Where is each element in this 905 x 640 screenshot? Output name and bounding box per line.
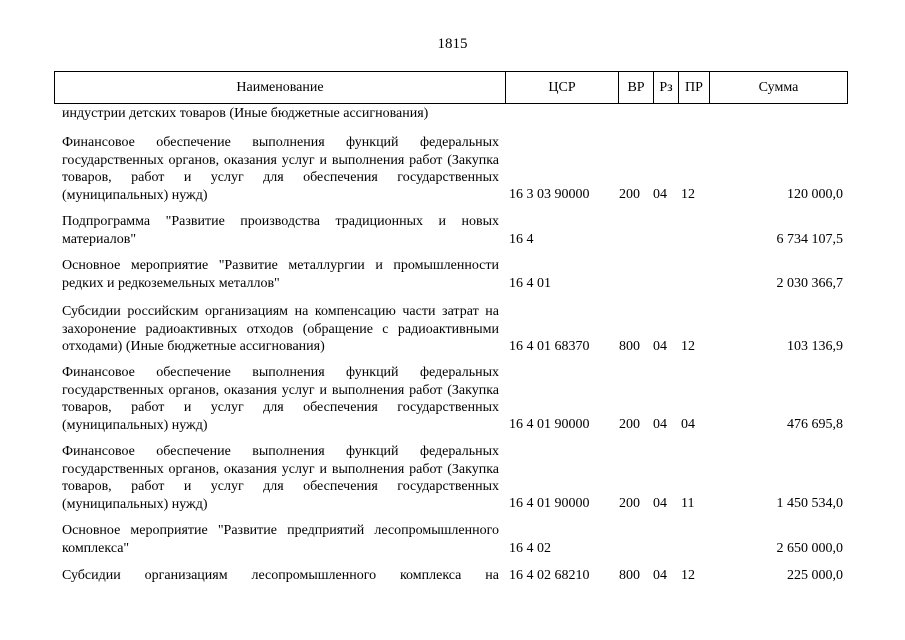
row-name: индустрии детских товаров (Иные бюджетные ассигнования): [62, 106, 429, 121]
row-sum: 1 450 534,0: [776, 496, 843, 511]
header-name: Наименование: [55, 72, 506, 103]
header-vr: ВР: [619, 72, 654, 103]
row-csr: 16 4 02 68210: [509, 568, 590, 583]
row-pr: 12: [681, 568, 695, 583]
header-pr: ПР: [679, 72, 710, 103]
row-csr: 16 4 01 68370: [509, 339, 590, 354]
table-row: [0, 257, 905, 292]
row-csr: 16 4 01 90000: [509, 417, 590, 432]
table-row: [0, 134, 905, 204]
row-vr: 200: [619, 187, 640, 202]
row-name: Финансовое обеспечение выполнения функций федеральных государственных органов, оказания услуг и выполнения работ (Закупка товаров, работ и услуг для обеспечения государственных (муниципальных) нужд): [62, 365, 499, 433]
row-csr: 16 4: [509, 232, 534, 247]
header-sum: Сумма: [758, 80, 799, 95]
table-row: [0, 522, 905, 557]
row-name: Основное мероприятие "Развитие металлургии и промышленности редких и редкоземельных металлов": [62, 258, 499, 291]
row-vr: 800: [619, 339, 640, 354]
table-row: [0, 443, 905, 513]
header-csr: ЦСР: [506, 72, 619, 103]
table-row: [0, 213, 905, 248]
row-rz: 04: [653, 187, 667, 202]
row-sum: 120 000,0: [787, 187, 843, 202]
table-header: [54, 71, 848, 104]
row-sum: 476 695,8: [787, 417, 843, 432]
row-sum: 2 650 000,0: [776, 541, 843, 556]
row-name: Подпрограмма "Развитие производства традиционных и новых материалов": [62, 214, 499, 247]
row-sum: 103 136,9: [787, 339, 843, 354]
row-pr: 04: [681, 417, 695, 432]
row-rz: 04: [653, 568, 667, 583]
page-number: 1815: [437, 36, 468, 52]
table-row: [0, 364, 905, 434]
row-rz: 04: [653, 339, 667, 354]
row-sum: 2 030 366,7: [776, 276, 843, 291]
row-rz: 04: [653, 417, 667, 432]
table-row: [0, 303, 905, 356]
row-csr: 16 4 02: [509, 541, 551, 556]
row-name: Финансовое обеспечение выполнения функций федеральных государственных органов, оказания услуг и выполнения работ (Закупка товаров, работ и услуг для обеспечения государственных (муниципальных) нужд): [62, 135, 499, 203]
row-csr: 16 4 01: [509, 276, 551, 291]
row-name: Субсидии организациям лесопромышленного комплекса на: [62, 568, 499, 583]
table-row: [0, 105, 905, 123]
row-sum: 6 734 107,5: [776, 232, 843, 247]
table-row: [0, 567, 905, 585]
row-name: Основное мероприятие "Развитие предприятий лесопромышленного комплекса": [62, 523, 499, 556]
row-pr: 12: [681, 339, 695, 354]
row-pr: 12: [681, 187, 695, 202]
row-vr: 800: [619, 568, 640, 583]
row-name: Субсидии российским организациям на компенсацию части затрат на захоронение радиоактивных отходов (обращение с радиоактивными отходами) (Иные бюджетные ассигнования): [62, 304, 499, 354]
row-csr: 16 3 03 90000: [509, 187, 590, 202]
row-vr: 200: [619, 496, 640, 511]
row-name: Финансовое обеспечение выполнения функций федеральных государственных органов, оказания услуг и выполнения работ (Закупка товаров, работ и услуг для обеспечения государственных (муниципальных) нужд): [62, 444, 499, 512]
row-pr: 11: [681, 496, 695, 511]
row-sum: 225 000,0: [787, 568, 843, 583]
header-rz: Рз: [654, 72, 679, 103]
row-vr: 200: [619, 417, 640, 432]
row-csr: 16 4 01 90000: [509, 496, 590, 511]
row-rz: 04: [653, 496, 667, 511]
